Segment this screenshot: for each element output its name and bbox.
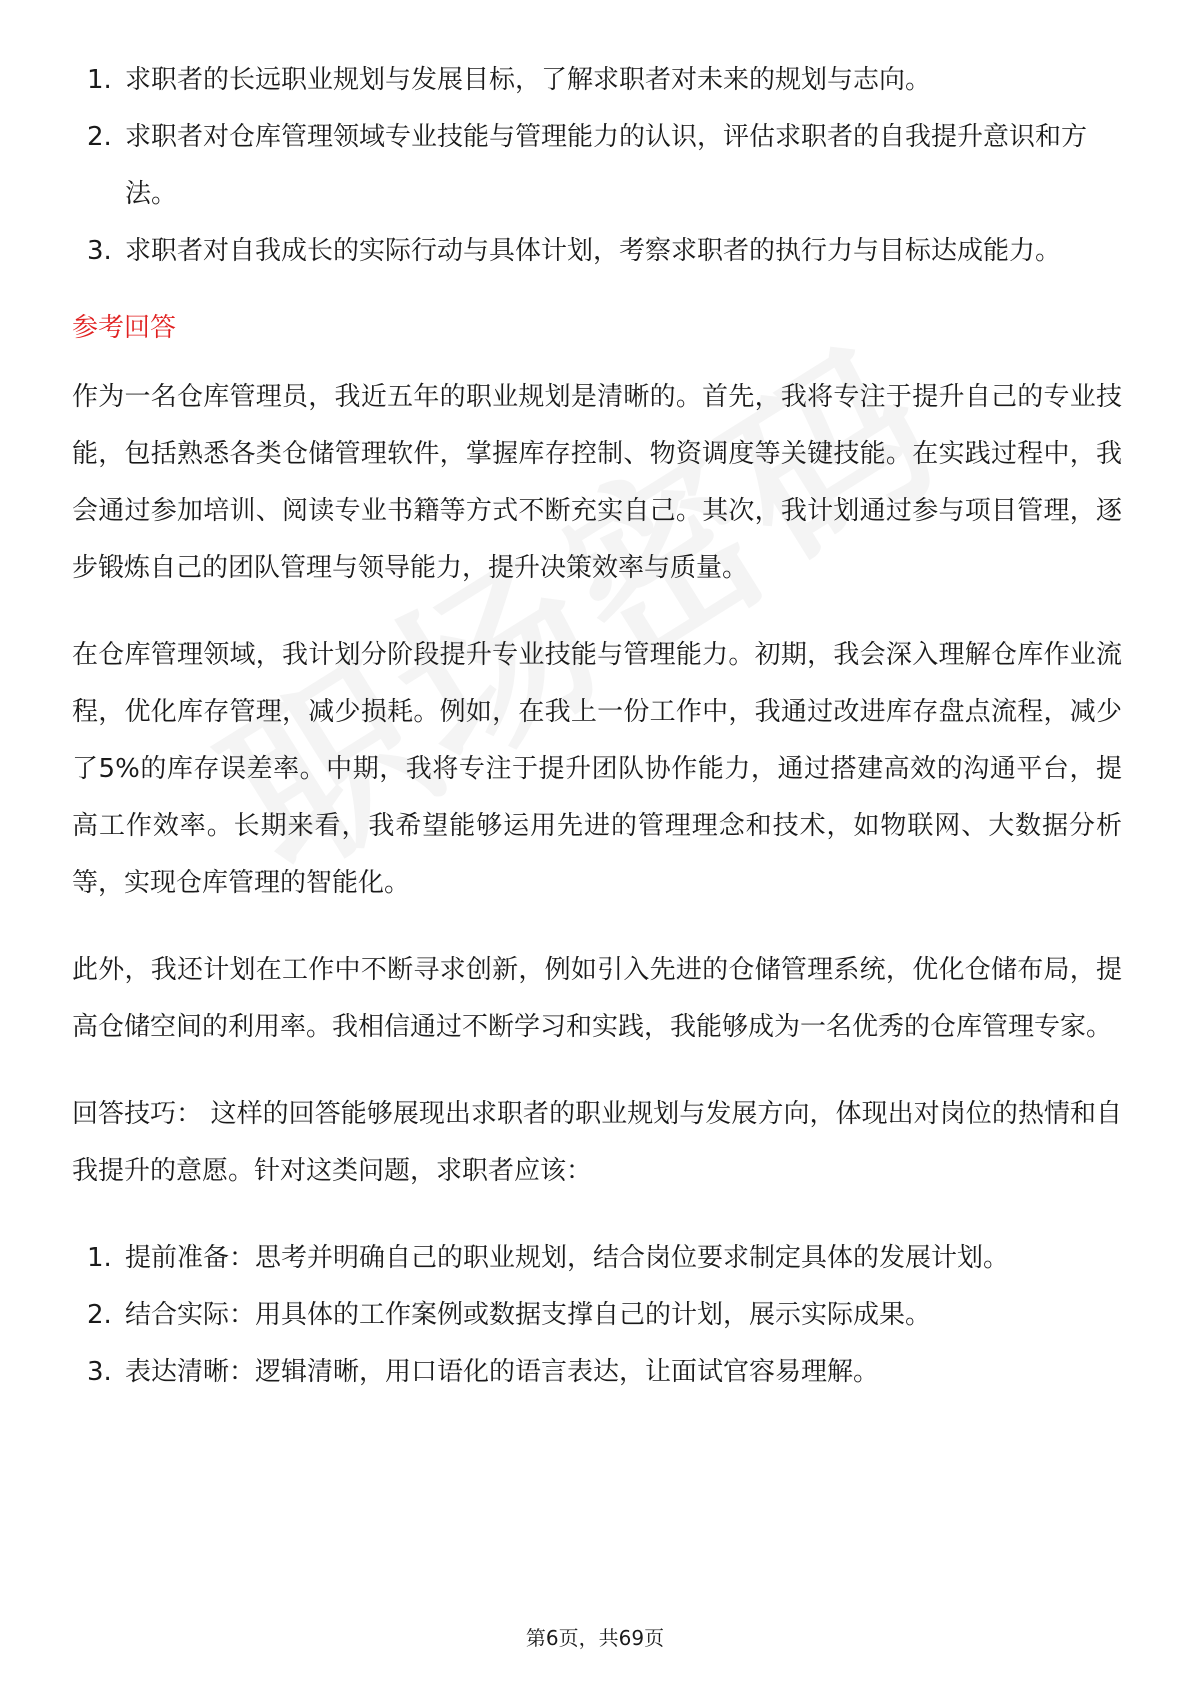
list-item-text: 表达清晰：逻辑清晰，用口语化的语言表达，让面试官容易理解。 <box>125 1357 880 1387</box>
answer-paragraph: 作为一名仓库管理员，我近五年的职业规划是清晰的。首先，我将专注于提升自己的专业技能，包括熟悉各类仓储管理软件，掌握库存控制、物资调度等关键技能。在实践过程中，我会通过参加培训、阅读专业书籍等方式不断充实自己。其次，我计划通过参与项目管理，逐步锻炼自己的团队管理与领导能力，提升决策效率与质量。 <box>72 382 1122 583</box>
list-item-text: 求职者的长远职业规划与发展目标，了解求职者对未来的规划与志向。 <box>125 65 932 95</box>
list-item <box>72 223 1122 280</box>
page-content <box>72 52 1122 1401</box>
list-item-number: 2. <box>87 122 112 152</box>
answer-paragraph: 此外，我还计划在工作中不断寻求创新，例如引入先进的仓储管理系统，优化仓储布局，提高仓储空间的利用率。我相信通过不断学习和实践，我能够成为一名优秀的仓库管理专家。 <box>72 955 1122 1042</box>
list-item <box>72 1287 1122 1344</box>
list-item-number: 2. <box>87 1300 112 1330</box>
objectives-list <box>72 52 1122 280</box>
list-item-number: 1. <box>87 1243 112 1273</box>
tips-intro-paragraph: 回答技巧： 这样的回答能够展现出求职者的职业规划与发展方向，体现出对岗位的热情和自我提升的意愿。针对这类问题，求职者应该： <box>72 1099 1122 1186</box>
tips-list <box>72 1230 1122 1401</box>
list-item-text: 求职者对仓库管理领域专业技能与管理能力的认识，评估求职者的自我提升意识和方法。 <box>125 122 1088 209</box>
list-item <box>72 109 1122 223</box>
list-item <box>72 1230 1122 1287</box>
list-item-number: 1. <box>87 65 112 95</box>
list-item-number: 3. <box>87 1357 112 1387</box>
list-item-number: 3. <box>87 236 112 266</box>
list-item <box>72 1344 1122 1401</box>
page-footer: 第6页，共69页 <box>525 1626 665 1650</box>
list-item-text: 求职者对自我成长的实际行动与具体计划，考察求职者的执行力与目标达成能力。 <box>125 236 1062 266</box>
section-heading: 参考回答 <box>72 313 177 343</box>
answer-paragraph: 在仓库管理领域，我计划分阶段提升专业技能与管理能力。初期，我会深入理解仓库作业流程，优化库存管理，减少损耗。例如，在我上一份工作中，我通过改进库存盘点流程，减少了5%的库存误差率。中期，我将专注于提升团队协作能力，通过搭建高效的沟通平台，提高工作效率。长期来看，我希望能够运用先进的管理理念和技术，如物联网、大数据分析等，实现仓库管理的智能化。 <box>72 640 1122 898</box>
list-item-text: 结合实际：用具体的工作案例或数据支撑自己的计划，展示实际成果。 <box>125 1300 932 1330</box>
list-item <box>72 52 1122 109</box>
list-item-text: 提前准备：思考并明确自己的职业规划，结合岗位要求制定具体的发展计划。 <box>125 1243 1010 1273</box>
